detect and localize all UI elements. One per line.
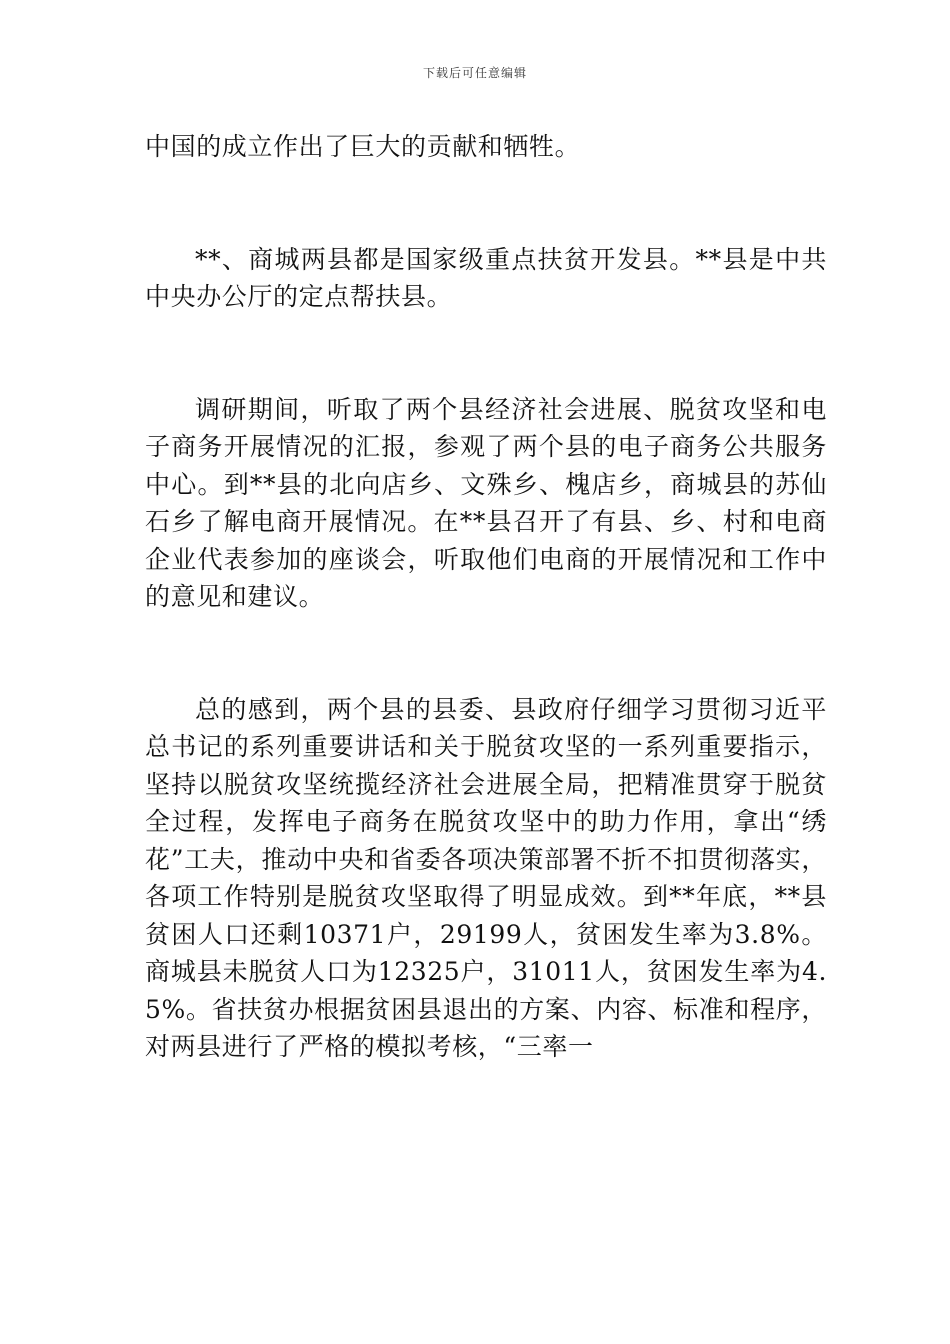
paragraph-gap xyxy=(145,616,827,691)
paragraph-4: 总的感到，两个县的县委、县政府仔细学习贯彻习近平总书记的系列重要讲话和关于脱贫攻坚的一系列重要指示，坚持以脱贫攻坚统揽经济社会进展全局，把精准贯穿于脱贫全过程，发挥电子商务在脱贫攻坚中的助力作用，拿出“绣花”工夫，推动中央和省委各项决策部署不折不扣贯彻落实，各项工作特别是脱贫攻坚取得了明显成效。到**年底，**县贫困人口还剩10371户，29199人，贫困发生率为3.8%。商城县未脱贫人口为12325户，31011人，贫困发生率为4.5%。省扶贫办根据贫困县退出的方案、内容、标准和程序，对两县进行了严格的模拟考核，“三率一 xyxy=(145,694,827,1061)
paragraph-2: **、商城两县都是国家级重点扶贫开发县。**县是中共中央办公厅的定点帮扶县。 xyxy=(145,244,827,311)
paragraph-gap xyxy=(145,166,827,241)
page-header: 下载后可任意编辑 xyxy=(422,66,527,80)
document-body xyxy=(145,128,827,1066)
paragraph-3: 调研期间，听取了两个县经济社会进展、脱贫攻坚和电子商务开展情况的汇报，参观了两个县的电子商务公共服务中心。到**县的北向店乡、文殊乡、槐店乡，商城县的苏仙石乡了解电商开展情况。在**县召开了有县、乡、村和电商企业代表参加的座谈会，听取他们电商的开展情况和工作中的意见和建议。 xyxy=(145,394,827,611)
paragraph-1: 中国的成立作出了巨大的贡献和牺牲。 xyxy=(145,132,581,161)
paragraph-gap xyxy=(145,316,827,391)
